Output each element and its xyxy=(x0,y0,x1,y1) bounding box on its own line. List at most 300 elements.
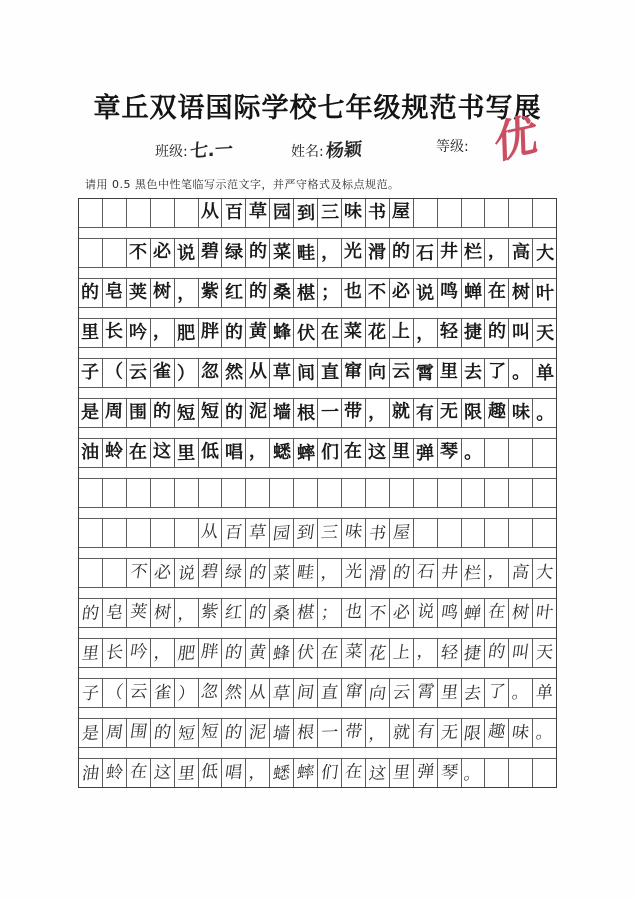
grid-cell xyxy=(294,359,318,387)
handwritten-character: 短 xyxy=(176,402,196,425)
handwritten-character: 不 xyxy=(129,241,148,264)
grid-cell xyxy=(151,199,175,227)
handwritten-character: 蟀 xyxy=(296,442,315,465)
grid-cell xyxy=(246,719,270,747)
grid-cell xyxy=(294,519,318,547)
handwritten-character: 里 xyxy=(80,643,101,664)
handwritten-character: 井 xyxy=(439,240,459,263)
grid-cell xyxy=(175,279,199,307)
handwritten-character: 了 xyxy=(487,681,507,702)
grid-cell xyxy=(509,679,533,707)
grid-cell xyxy=(485,559,509,587)
handwritten-character: 园 xyxy=(272,201,291,224)
grid-cell xyxy=(342,519,366,547)
handwritten-character: 围 xyxy=(129,401,148,424)
grid-cell xyxy=(342,319,366,347)
grid-cell xyxy=(103,759,127,787)
grid-cell xyxy=(270,559,294,587)
grid-cell xyxy=(485,479,509,507)
grid-cell xyxy=(342,239,366,267)
handwritten-character: 到 xyxy=(295,522,316,543)
grid-cell xyxy=(79,759,103,787)
handwritten-character: 里 xyxy=(439,360,459,383)
handwritten-character: 在 xyxy=(487,601,507,622)
handwritten-character: 趣 xyxy=(487,400,507,423)
handwritten-character: 树 xyxy=(153,280,172,303)
grid-cell xyxy=(366,599,390,627)
grid-cell xyxy=(342,199,366,227)
grid-row xyxy=(79,399,556,428)
grid-cell xyxy=(485,439,509,467)
handwritten-character: 叫 xyxy=(511,321,530,344)
grid-cell xyxy=(79,679,103,707)
handwritten-character: 绿 xyxy=(224,562,244,583)
grid-cell xyxy=(462,319,486,347)
grid-cell xyxy=(485,279,509,307)
grid-cell xyxy=(103,719,127,747)
grid-cell xyxy=(318,679,342,707)
handwritten-character: 石 xyxy=(415,561,436,582)
handwritten-character: 。 xyxy=(511,682,531,703)
handwritten-character: 云 xyxy=(128,681,149,702)
handwritten-character: 窜 xyxy=(344,360,363,383)
grid-cell xyxy=(270,399,294,427)
handwritten-character: 琴 xyxy=(439,762,459,783)
grid-cell xyxy=(127,479,151,507)
handwritten-character: 荚 xyxy=(129,281,148,304)
grid-cell xyxy=(175,479,199,507)
grid-cell xyxy=(151,479,175,507)
handwritten-character: ， xyxy=(415,322,435,345)
grid-cell xyxy=(462,399,486,427)
grid-cell xyxy=(414,359,438,387)
grid-cell xyxy=(270,359,294,387)
handwritten-character: 里 xyxy=(176,442,196,465)
handwritten-character: 忽 xyxy=(200,681,221,702)
grid-cell xyxy=(462,559,486,587)
grid-row xyxy=(79,759,556,787)
grid-cell xyxy=(509,399,533,427)
grid-cell xyxy=(414,399,438,427)
grid-cell xyxy=(462,479,486,507)
grid-cell xyxy=(438,399,462,427)
grid-cell xyxy=(533,759,556,787)
grid-cell xyxy=(270,679,294,707)
handwritten-character: 黄 xyxy=(248,320,268,343)
grid-cell xyxy=(390,719,414,747)
grid-row xyxy=(79,319,556,348)
handwritten-character: 的 xyxy=(224,642,244,663)
grid-cell xyxy=(127,639,151,667)
grid-cell xyxy=(294,559,318,587)
handwritten-character: 。 xyxy=(535,402,555,425)
handwritten-character: 低 xyxy=(200,440,220,463)
grid-cell xyxy=(318,359,342,387)
grid-cell xyxy=(366,279,390,307)
handwritten-character: 畦 xyxy=(296,242,315,265)
handwritten-character: 们 xyxy=(320,441,339,464)
handwritten-character: 叶 xyxy=(534,602,555,623)
handwritten-character: 琴 xyxy=(439,440,459,463)
grid-cell xyxy=(342,359,366,387)
handwritten-character: 里 xyxy=(439,682,459,703)
grid-cell xyxy=(103,199,127,227)
handwritten-character: 弹 xyxy=(415,442,435,465)
grid-spacer xyxy=(79,588,556,599)
grid-cell xyxy=(342,639,366,667)
handwritten-character: 忽 xyxy=(200,360,220,383)
handwritten-character: 椹 xyxy=(295,602,316,623)
grid-cell xyxy=(533,599,556,627)
handwritten-character: 单 xyxy=(534,682,555,703)
grid-cell xyxy=(438,359,462,387)
grid-cell xyxy=(509,199,533,227)
handwritten-character: 天 xyxy=(534,642,555,663)
grid-cell xyxy=(151,719,175,747)
handwritten-character: 的 xyxy=(80,603,101,624)
handwritten-character: 光 xyxy=(343,561,364,582)
handwritten-character: 说 xyxy=(415,282,435,305)
grid-cell xyxy=(438,759,462,787)
grid-cell xyxy=(533,639,556,667)
grid-cell xyxy=(246,199,270,227)
handwritten-character: 在 xyxy=(128,761,149,782)
grid-cell xyxy=(199,599,223,627)
handwritten-character: 蛉 xyxy=(105,440,124,463)
grid-cell xyxy=(390,399,414,427)
handwritten-character: 书 xyxy=(368,201,387,224)
grid-cell xyxy=(485,319,509,347)
grid-cell xyxy=(366,479,390,507)
handwritten-character: 这 xyxy=(152,762,173,783)
grid-cell xyxy=(199,719,223,747)
handwritten-character: 捷 xyxy=(463,321,483,344)
grid-cell xyxy=(438,519,462,547)
grid-cell xyxy=(509,719,533,747)
handwritten-character: 叶 xyxy=(535,282,555,305)
handwritten-character: 蛉 xyxy=(104,762,125,783)
handwritten-character: 的 xyxy=(224,321,244,344)
handwritten-character: 从 xyxy=(200,200,220,223)
grid-cell xyxy=(270,439,294,467)
grid-cell xyxy=(270,759,294,787)
class-value-handwritten: 七.一 xyxy=(189,138,234,163)
grid-cell xyxy=(294,639,318,667)
handwritten-character: 草 xyxy=(248,200,268,223)
handwritten-character: 间 xyxy=(296,362,315,385)
grid-cell xyxy=(151,399,175,427)
grid-cell xyxy=(438,599,462,627)
handwritten-character: 滑 xyxy=(367,563,388,584)
grid-cell xyxy=(342,399,366,427)
handwritten-character: ； xyxy=(320,281,339,304)
grid-cell xyxy=(462,759,486,787)
handwritten-character: 这 xyxy=(367,763,388,784)
grid-cell xyxy=(79,359,103,387)
handwritten-character: 墙 xyxy=(271,723,292,744)
handwritten-character: 桑 xyxy=(271,603,292,624)
grid-cell xyxy=(462,199,486,227)
handwritten-character: 了 xyxy=(487,360,507,383)
handwritten-character: 大 xyxy=(534,562,555,583)
grid-cell xyxy=(127,679,151,707)
handwritten-character: 去 xyxy=(463,683,483,704)
grid-cell xyxy=(199,239,223,267)
grid-cell xyxy=(103,439,127,467)
grid-cell xyxy=(246,439,270,467)
handwritten-character: 。 xyxy=(463,763,483,784)
grid-cell xyxy=(414,519,438,547)
grid-cell xyxy=(509,639,533,667)
grid-cell xyxy=(246,279,270,307)
grid-cell xyxy=(342,279,366,307)
grid-cell xyxy=(199,679,223,707)
handwritten-character: 树 xyxy=(511,281,530,304)
grid-cell xyxy=(151,279,175,307)
handwritten-character: 的 xyxy=(487,320,507,343)
grid-cell xyxy=(246,559,270,587)
grid-cell xyxy=(462,279,486,307)
handwritten-character: 根 xyxy=(295,722,316,743)
grid-cell xyxy=(509,599,533,627)
handwritten-character: 的 xyxy=(224,722,244,743)
handwritten-character: 在 xyxy=(487,280,507,303)
grid-cell xyxy=(246,239,270,267)
handwritten-character: ， xyxy=(487,561,507,582)
grid-cell xyxy=(390,439,414,467)
handwritten-character: 长 xyxy=(105,320,124,343)
grid-cell xyxy=(533,559,556,587)
grid-cell xyxy=(222,639,246,667)
grid-spacer xyxy=(79,508,556,519)
handwritten-character: ） xyxy=(176,362,196,385)
grid-cell xyxy=(462,639,486,667)
handwritten-character: 必 xyxy=(153,240,172,263)
grid-cell xyxy=(366,359,390,387)
grid-cell xyxy=(438,719,462,747)
handwritten-character: 蝉 xyxy=(463,603,483,624)
grid-cell xyxy=(414,559,438,587)
grid-cell xyxy=(270,279,294,307)
grid-cell xyxy=(414,439,438,467)
handwritten-character: 趣 xyxy=(487,721,507,742)
grid-cell xyxy=(318,759,342,787)
grid-cell xyxy=(366,319,390,347)
grid-cell xyxy=(175,719,199,747)
grid-cell xyxy=(199,399,223,427)
grid-cell xyxy=(103,279,127,307)
handwritten-character: 带 xyxy=(344,400,363,423)
grid-cell xyxy=(175,559,199,587)
grid-cell xyxy=(390,679,414,707)
handwritten-character: 上 xyxy=(391,642,412,663)
handwritten-character: 吟 xyxy=(129,321,148,344)
grid-cell xyxy=(414,239,438,267)
handwritten-character: 吟 xyxy=(128,641,149,662)
handwritten-character: 光 xyxy=(344,240,363,263)
grid-cell xyxy=(390,279,414,307)
handwritten-character: 蜂 xyxy=(272,321,291,344)
handwritten-character: 在 xyxy=(343,761,364,782)
handwritten-character: 屋 xyxy=(391,522,412,543)
grid-cell xyxy=(199,639,223,667)
handwritten-character: 们 xyxy=(319,762,340,783)
grid-cell xyxy=(222,519,246,547)
grid-cell xyxy=(462,519,486,547)
grid-cell xyxy=(438,479,462,507)
grid-cell xyxy=(294,279,318,307)
grid-cell xyxy=(79,559,103,587)
grid-cell xyxy=(294,599,318,627)
grid-cell xyxy=(533,279,556,307)
handwritten-character: 的 xyxy=(248,280,268,303)
handwritten-character: 轻 xyxy=(439,320,459,343)
grid-cell xyxy=(151,559,175,587)
handwritten-character: 红 xyxy=(224,602,244,623)
handwritten-character: 泥 xyxy=(248,400,268,423)
handwritten-character: 短 xyxy=(176,723,196,744)
handwritten-character: 伏 xyxy=(296,322,315,345)
handwritten-character: 肥 xyxy=(176,322,196,345)
handwritten-character: 的 xyxy=(248,602,268,623)
grid-cell xyxy=(438,639,462,667)
grid-cell xyxy=(462,439,486,467)
grid-spacer xyxy=(79,748,556,759)
grid-cell xyxy=(199,279,223,307)
handwritten-character: 高 xyxy=(511,562,531,583)
handwritten-character: 说 xyxy=(176,242,196,265)
grid-cell xyxy=(222,319,246,347)
handwritten-character: 然 xyxy=(224,682,244,703)
grid-cell xyxy=(485,599,509,627)
handwritten-character: 霄 xyxy=(415,362,435,385)
handwritten-character: 菜 xyxy=(271,563,292,584)
handwritten-character: 蟀 xyxy=(295,762,316,783)
handwritten-character: 石 xyxy=(415,242,435,265)
grade-field xyxy=(436,109,539,170)
grid-cell xyxy=(342,479,366,507)
handwritten-character: 一 xyxy=(319,722,340,743)
grid-spacer xyxy=(79,708,556,719)
grid-cell xyxy=(79,279,103,307)
handwritten-character: 无 xyxy=(439,400,459,423)
handwritten-character: 菜 xyxy=(343,641,364,662)
grid-spacer xyxy=(79,388,556,399)
handwritten-character: 在 xyxy=(320,321,339,344)
handwritten-character: 三 xyxy=(319,522,340,543)
writing-grid xyxy=(78,198,557,788)
grid-cell xyxy=(462,719,486,747)
grid-row xyxy=(79,639,556,668)
handwritten-character: 桑 xyxy=(272,281,291,304)
grid-cell xyxy=(270,239,294,267)
handwritten-character: 鸣 xyxy=(439,280,459,303)
handwritten-character: 胖 xyxy=(200,320,220,343)
grid-cell xyxy=(485,759,509,787)
grid-cell xyxy=(127,559,151,587)
grid-cell xyxy=(318,319,342,347)
grid-cell xyxy=(103,559,127,587)
grid-cell xyxy=(103,239,127,267)
grid-cell xyxy=(175,359,199,387)
grid-cell xyxy=(533,399,556,427)
page-title: 章丘双语国际学校七年级规范书写展 xyxy=(93,93,542,124)
grid-cell xyxy=(533,359,556,387)
handwritten-character: 短 xyxy=(200,721,221,742)
grid-cell xyxy=(533,199,556,227)
handwritten-character: 里 xyxy=(176,763,196,784)
handwritten-character: 墙 xyxy=(272,401,291,424)
handwritten-character: 也 xyxy=(343,601,364,622)
grid-cell xyxy=(294,239,318,267)
grid-cell xyxy=(246,479,270,507)
handwritten-character: 周 xyxy=(105,400,124,423)
handwritten-character: 带 xyxy=(343,721,364,742)
grid-cell xyxy=(438,199,462,227)
handwritten-character: （ xyxy=(104,682,125,703)
handwritten-character: 云 xyxy=(391,682,412,703)
grid-cell xyxy=(79,479,103,507)
grid-cell xyxy=(533,679,556,707)
handwritten-character: 就 xyxy=(392,400,411,423)
handwritten-character: 必 xyxy=(391,602,412,623)
instruction-text: 请用 0.5 黑色中性笔临写示范文字，并严守格式及标点规范。 xyxy=(85,178,400,191)
handwritten-character: 必 xyxy=(392,280,411,303)
grid-cell xyxy=(127,359,151,387)
grid-cell xyxy=(414,199,438,227)
handwritten-character: 的 xyxy=(152,722,173,743)
grid-cell xyxy=(366,519,390,547)
handwritten-character: 屋 xyxy=(392,200,411,223)
handwritten-character: 油 xyxy=(81,441,100,464)
grid-cell xyxy=(509,319,533,347)
grid-cell xyxy=(318,399,342,427)
grid-cell xyxy=(318,239,342,267)
handwritten-character: 荚 xyxy=(128,601,149,622)
handwritten-character: 皂 xyxy=(105,280,124,303)
grid-cell xyxy=(462,239,486,267)
handwritten-character: 。 xyxy=(511,361,530,384)
handwritten-character: 的 xyxy=(153,400,172,423)
grid-cell xyxy=(270,199,294,227)
handwritten-character: ， xyxy=(320,241,339,264)
handwritten-character: 胖 xyxy=(200,641,221,662)
name-field xyxy=(291,136,362,162)
grid-cell xyxy=(222,199,246,227)
grid-row xyxy=(79,439,556,468)
grid-cell xyxy=(127,759,151,787)
handwritten-character: 窜 xyxy=(343,681,364,702)
handwritten-character: 低 xyxy=(200,761,221,782)
grid-cell xyxy=(222,439,246,467)
grid-cell xyxy=(294,719,318,747)
handwritten-character: 这 xyxy=(368,441,387,464)
handwritten-character: 霄 xyxy=(415,681,436,702)
handwritten-character: 蜂 xyxy=(271,643,292,664)
grid-cell xyxy=(199,519,223,547)
grid-cell xyxy=(270,599,294,627)
grid-cell xyxy=(390,559,414,587)
grid-cell xyxy=(270,639,294,667)
grid-cell xyxy=(199,199,223,227)
class-field xyxy=(155,136,233,162)
handwritten-character: 从 xyxy=(248,360,268,383)
grid-cell xyxy=(222,719,246,747)
grid-cell xyxy=(127,239,151,267)
grid-spacer xyxy=(79,348,556,359)
grid-cell xyxy=(438,439,462,467)
handwritten-character: 是 xyxy=(80,723,101,744)
